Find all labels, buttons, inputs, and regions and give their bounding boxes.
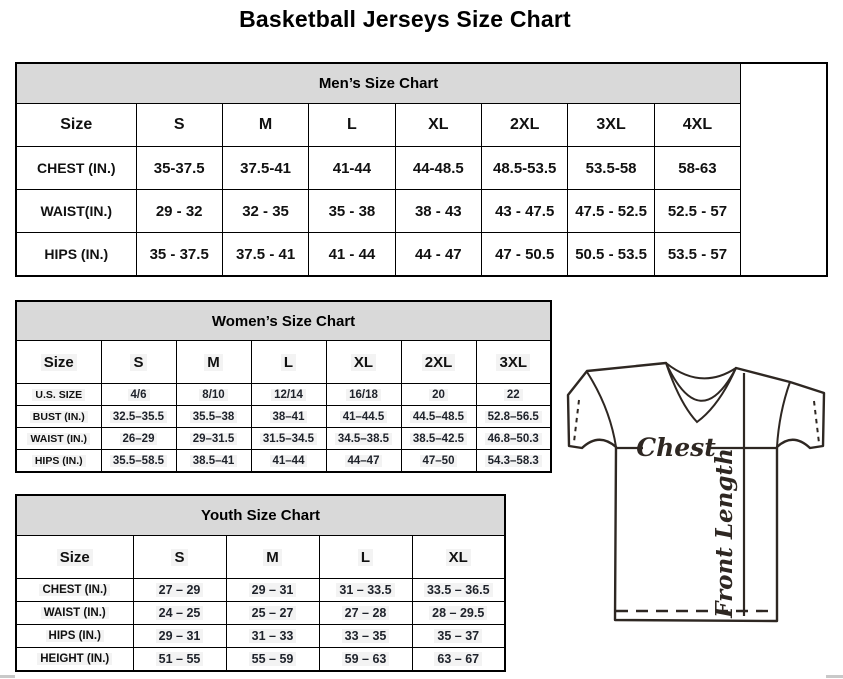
collar-inner-arc <box>666 363 736 401</box>
column-header: S <box>136 104 222 147</box>
size-cell: 25 – 27 <box>226 602 319 625</box>
size-cell: 26–29 <box>101 428 176 450</box>
size-cell: 46.8–50.3 <box>476 428 551 450</box>
size-cell: 35 - 37.5 <box>136 233 222 277</box>
table-row <box>16 384 551 406</box>
size-cell: 31 – 33.5 <box>319 579 412 602</box>
table-row <box>16 579 505 602</box>
column-header: S <box>101 341 176 384</box>
row-label: BUST (IN.) <box>16 406 101 428</box>
jersey-diagram-svg <box>558 358 842 630</box>
size-cell: 37.5-41 <box>222 147 308 190</box>
mens-chart-title: Men’s Size Chart <box>16 63 741 104</box>
size-cell: 8/10 <box>176 384 251 406</box>
column-header: Size <box>16 536 133 579</box>
left-sleeve-seam <box>587 372 616 447</box>
chest-label: Chest <box>636 433 716 462</box>
front-length-label: Front Length <box>711 448 738 618</box>
table-row <box>16 648 505 672</box>
collar-v-line <box>666 363 736 422</box>
row-label: WAIST(IN.) <box>16 190 136 233</box>
size-cell: 41-44 <box>309 147 395 190</box>
row-label: WAIST (IN.) <box>16 602 133 625</box>
size-cell: 35 – 37 <box>412 625 505 648</box>
size-cell: 35.5–38 <box>176 406 251 428</box>
table-row <box>16 341 551 384</box>
size-cell: 47 - 50.5 <box>482 233 568 277</box>
size-cell: 33.5 – 36.5 <box>412 579 505 602</box>
table-row <box>16 301 551 341</box>
size-cell: 43 - 47.5 <box>482 190 568 233</box>
size-cell: 54.3–58.3 <box>476 450 551 473</box>
table-row <box>16 602 505 625</box>
column-header: L <box>319 536 412 579</box>
size-cell: 58-63 <box>654 147 740 190</box>
size-cell: 34.5–38.5 <box>326 428 401 450</box>
scrollbar-fragment-left <box>0 675 15 678</box>
youth-size-table <box>15 494 506 672</box>
size-cell: 48.5-53.5 <box>482 147 568 190</box>
size-cell: 33 – 35 <box>319 625 412 648</box>
size-cell: 35-37.5 <box>136 147 222 190</box>
table-row <box>16 536 505 579</box>
row-label: HIPS (IN.) <box>16 450 101 473</box>
column-header: XL <box>395 104 481 147</box>
row-label: U.S. SIZE <box>16 384 101 406</box>
size-cell: 53.5 - 57 <box>654 233 740 277</box>
table-row <box>16 450 551 473</box>
row-label: HIPS (IN.) <box>16 233 136 277</box>
table-row <box>16 147 827 190</box>
size-cell: 29 - 32 <box>136 190 222 233</box>
column-header: 4XL <box>654 104 740 147</box>
size-cell: 41 - 44 <box>309 233 395 277</box>
size-cell: 41–44 <box>251 450 326 473</box>
size-cell: 52.8–56.5 <box>476 406 551 428</box>
size-cell: 31 – 33 <box>226 625 319 648</box>
row-label: CHEST (IN.) <box>16 147 136 190</box>
column-header: 2XL <box>482 104 568 147</box>
size-cell: 27 – 29 <box>133 579 226 602</box>
size-cell: 4/6 <box>101 384 176 406</box>
size-cell: 29 – 31 <box>133 625 226 648</box>
page-title: Basketball Jerseys Size Chart <box>239 6 571 32</box>
row-label: HEIGHT (IN.) <box>16 648 133 672</box>
table-row <box>16 63 827 104</box>
size-cell: 38.5–42.5 <box>401 428 476 450</box>
size-cell: 47–50 <box>401 450 476 473</box>
size-cell: 32 - 35 <box>222 190 308 233</box>
size-cell: 12/14 <box>251 384 326 406</box>
size-cell: 16/18 <box>326 384 401 406</box>
column-header: M <box>222 104 308 147</box>
size-cell: 47.5 - 52.5 <box>568 190 654 233</box>
row-label: WAIST (IN.) <box>16 428 101 450</box>
table-row <box>16 190 827 233</box>
size-cell: 44-48.5 <box>395 147 481 190</box>
size-cell: 44.5–48.5 <box>401 406 476 428</box>
size-cell: 55 – 59 <box>226 648 319 672</box>
size-cell: 35.5–58.5 <box>101 450 176 473</box>
column-header: 3XL <box>568 104 654 147</box>
size-cell: 32.5–35.5 <box>101 406 176 428</box>
size-cell: 41–44.5 <box>326 406 401 428</box>
right-sleeve-seam <box>777 382 790 447</box>
size-cell: 27 – 28 <box>319 602 412 625</box>
size-cell: 53.5-58 <box>568 147 654 190</box>
size-cell: 63 – 67 <box>412 648 505 672</box>
size-cell: 29–31.5 <box>176 428 251 450</box>
size-cell: 44–47 <box>326 450 401 473</box>
right-cuff-dashed-line <box>814 401 819 443</box>
row-label: HIPS (IN.) <box>16 625 133 648</box>
table-row <box>16 625 505 648</box>
table-row <box>16 104 827 147</box>
column-header: M <box>176 341 251 384</box>
size-cell: 38–41 <box>251 406 326 428</box>
womens-size-table <box>15 300 552 473</box>
size-cell: 37.5 - 41 <box>222 233 308 277</box>
column-header: S <box>133 536 226 579</box>
size-cell: 59 – 63 <box>319 648 412 672</box>
size-cell: 28 – 29.5 <box>412 602 505 625</box>
table-row <box>16 406 551 428</box>
column-header: XL <box>326 341 401 384</box>
jersey-measurement-diagram <box>558 358 842 630</box>
size-cell: 24 – 25 <box>133 602 226 625</box>
left-cuff-dashed-line <box>574 400 579 442</box>
column-header: Size <box>16 104 136 147</box>
collar-back-arc <box>666 363 736 378</box>
size-cell: 44 - 47 <box>395 233 481 277</box>
column-header: 3XL <box>476 341 551 384</box>
table-row <box>16 428 551 450</box>
size-cell: 50.5 - 53.5 <box>568 233 654 277</box>
size-cell: 29 – 31 <box>226 579 319 602</box>
mens-size-table <box>15 62 828 277</box>
jersey-outline <box>568 363 824 621</box>
youth-chart-title: Youth Size Chart <box>16 495 505 536</box>
scrollbar-fragment-right <box>826 675 843 678</box>
size-cell: 38.5–41 <box>176 450 251 473</box>
column-header: Size <box>16 341 101 384</box>
size-cell: 22 <box>476 384 551 406</box>
table-row <box>16 233 827 277</box>
column-header: XL <box>412 536 505 579</box>
womens-chart-title: Women’s Size Chart <box>16 301 551 341</box>
column-header: M <box>226 536 319 579</box>
row-label: CHEST (IN.) <box>16 579 133 602</box>
size-cell: 20 <box>401 384 476 406</box>
size-cell: 51 – 55 <box>133 648 226 672</box>
size-cell: 38 - 43 <box>395 190 481 233</box>
size-cell: 35 - 38 <box>309 190 395 233</box>
size-cell: 31.5–34.5 <box>251 428 326 450</box>
column-header: L <box>309 104 395 147</box>
table-row <box>16 495 505 536</box>
column-header: 2XL <box>401 341 476 384</box>
size-cell: 52.5 - 57 <box>654 190 740 233</box>
column-header: L <box>251 341 326 384</box>
